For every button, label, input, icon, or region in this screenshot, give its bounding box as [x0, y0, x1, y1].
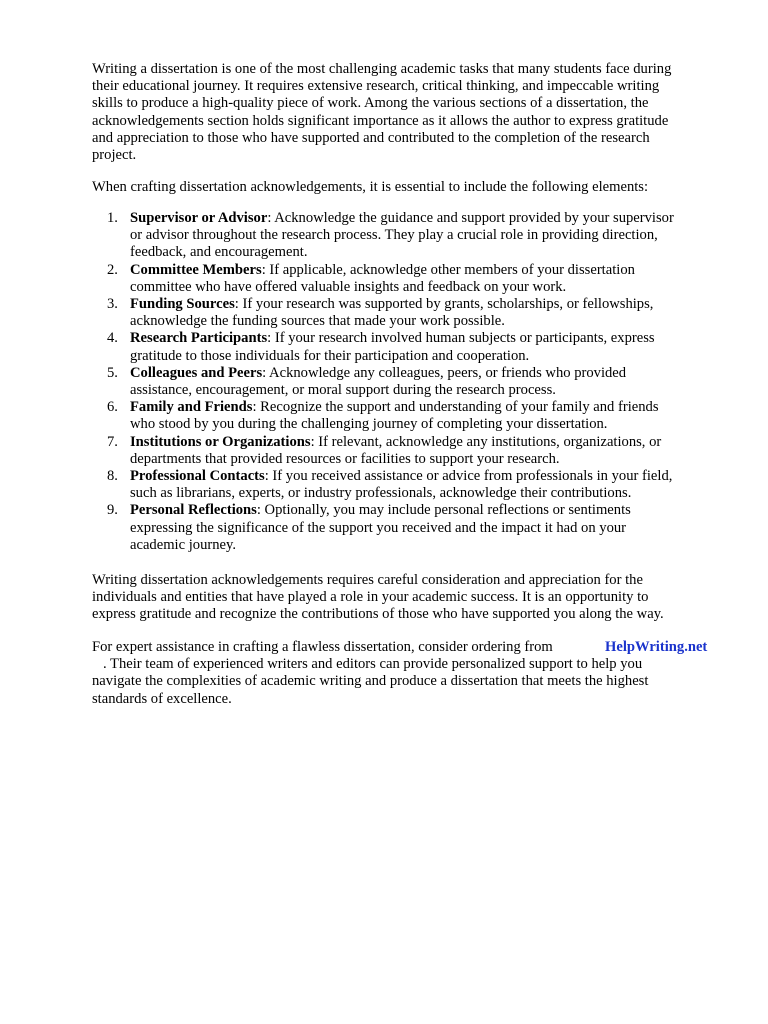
list-item: [92, 434, 732, 468]
item-term: Personal Reflections: [130, 502, 257, 519]
conclusion-line: express gratitude and recognize the contributions of those who have supported you along the way.: [92, 606, 664, 623]
item-text: : Acknowledge any colleagues, peers, or friends who provided: [262, 364, 627, 381]
list-item: [92, 365, 732, 399]
item-text: committee who have offered valuable insights and feedback on your work.: [130, 278, 567, 295]
item-text: : Recognize the support and understanding of your family and friends: [252, 399, 659, 416]
intro-line: skills to produce a high-quality piece of work. Among the various sections of a dissertation, the: [92, 95, 649, 112]
item-text: academic journey.: [130, 536, 237, 553]
item-text: such as librarians, experts, or industry professionals, acknowledge their contributions.: [130, 485, 632, 502]
item-term: Professional Contacts: [130, 468, 265, 485]
item-text: or advisor throughout the research process. They play a crucial role in providing direction,: [130, 227, 658, 244]
item-number: 6.: [107, 399, 118, 416]
item-text: departments that provided resources or facilities to support your research.: [130, 450, 560, 467]
item-number: 1.: [107, 210, 118, 226]
conclusion-line: individuals and entities that have played a role in your academic success. It is an opportunity to: [92, 589, 649, 606]
intro-line: acknowledgements section holds significant importance as it allows the author to express gratitude: [92, 112, 669, 129]
item-number: 8.: [107, 468, 118, 485]
item-text: : If your research was supported by grants, scholarships, or fellowships,: [234, 296, 654, 313]
promo-line: navigate the complexities of academic writing and produce a dissertation that meets the highest: [92, 673, 649, 690]
intro-paragraph: [92, 61, 722, 164]
item-text: feedback, and encouragement.: [130, 244, 308, 261]
conclusion-line: Writing dissertation acknowledgements requires careful consideration and appreciation for the: [92, 572, 643, 588]
item-text: : If applicable, acknowledge other members of your dissertation: [261, 261, 635, 278]
intro-line: project.: [92, 147, 137, 164]
promo-line: . Their team of experienced writers and editors can provide personalized support to help you: [103, 656, 643, 673]
promo-line: standards of excellence.: [92, 690, 232, 707]
item-term: Family and Friends: [130, 399, 253, 416]
item-number: 9.: [107, 502, 118, 519]
promo-line: For expert assistance in crafting a flawless dissertation, consider ordering from: [92, 639, 553, 655]
item-term: Institutions or Organizations: [130, 433, 311, 450]
item-text: acknowledge the funding sources that made your work possible.: [130, 313, 505, 330]
list-item: [92, 330, 732, 364]
item-text: : Optionally, you may include personal reflections or sentiments: [256, 502, 631, 519]
item-text: : If relevant, acknowledge any institutions, organizations, or: [310, 433, 662, 450]
lead-in-text: When crafting dissertation acknowledgements, it is essential to include the following elements:: [92, 179, 649, 195]
conclusion-paragraph: [92, 572, 722, 624]
list-item: [92, 296, 732, 330]
item-text: gratitude to those individuals for their participation and cooperation.: [130, 347, 530, 364]
item-number: 2.: [107, 261, 118, 278]
item-term: Funding Sources: [130, 296, 235, 313]
item-text: : If you received assistance or advice from professionals in your field,: [264, 468, 673, 485]
intro-line: their educational journey. It requires extensive research, critical thinking, and impeccable writing: [92, 78, 660, 95]
lead-in-paragraph: [92, 179, 722, 196]
list-item: [92, 502, 732, 554]
item-term: Colleagues and Peers: [130, 364, 263, 381]
item-term: Research Participants: [130, 330, 268, 347]
helpwriting-link[interactable]: HelpWriting.net: [605, 639, 708, 655]
item-term: Supervisor or Advisor: [130, 210, 268, 226]
item-text: : Acknowledge the guidance and support provided by your supervisor: [267, 210, 674, 226]
item-number: 5.: [107, 364, 118, 381]
item-number: 4.: [107, 330, 118, 347]
intro-line: and appreciation to those who have supported and contributed to the completion of the research: [92, 129, 650, 146]
item-number: 3.: [107, 296, 118, 313]
list-item: [92, 262, 732, 296]
list-item: [92, 399, 732, 433]
item-term: Committee Members: [130, 261, 262, 278]
elements-list: [92, 210, 732, 554]
item-number: 7.: [107, 433, 118, 450]
list-item: [92, 468, 732, 502]
item-text: expressing the significance of the support you received and the impact it had on your: [130, 519, 627, 536]
item-text: assistance, encouragement, or moral support during the research process.: [130, 382, 556, 399]
item-text: who stood by you during the challenging journey of completing your dissertation.: [130, 416, 608, 433]
item-text: : If your research involved human subjects or participants, express: [267, 330, 655, 347]
list-item: [92, 210, 732, 262]
intro-line: Writing a dissertation is one of the most challenging academic tasks that many students face during: [92, 61, 672, 77]
